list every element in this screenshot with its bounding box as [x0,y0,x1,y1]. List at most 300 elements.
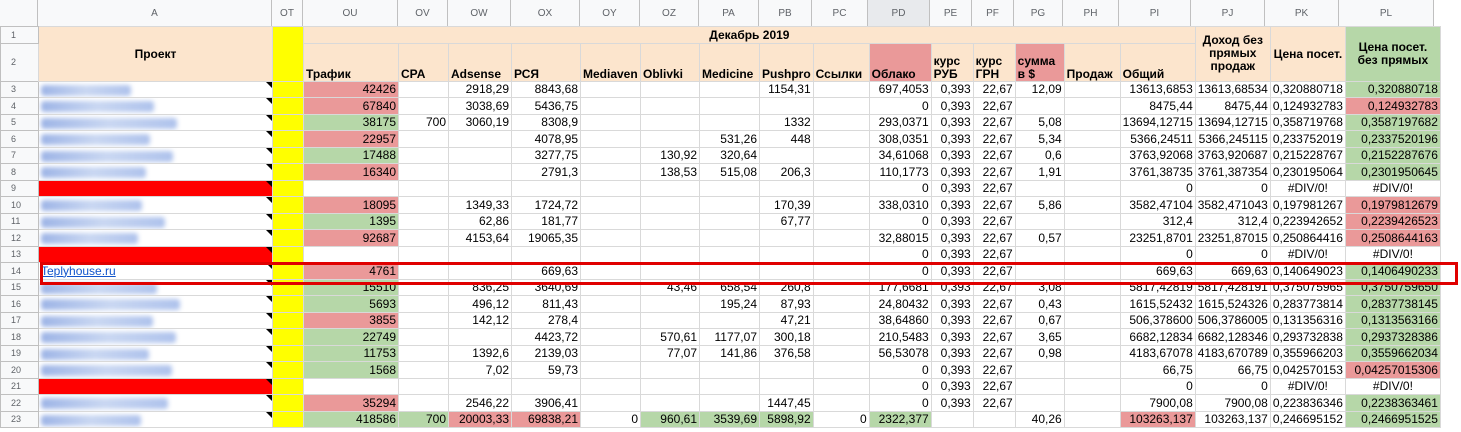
data-cell[interactable]: 6682,128346 [1195,329,1270,346]
data-cell[interactable] [1064,296,1120,313]
data-cell[interactable] [813,180,869,197]
cell[interactable] [273,230,304,247]
data-cell[interactable]: 278,4 [512,312,581,329]
subheader-4[interactable]: Mediaven [581,43,641,81]
data-cell[interactable] [1064,329,1120,346]
data-cell[interactable] [641,362,700,379]
data-cell[interactable]: 0,223836346 [1270,395,1345,412]
data-cell[interactable]: 103263,137 [1120,411,1195,428]
data-cell[interactable] [760,362,814,379]
data-cell[interactable]: 69838,21 [512,411,581,428]
data-cell[interactable]: 448 [760,131,814,148]
data-cell[interactable] [1064,263,1120,280]
data-cell[interactable]: 1,91 [1015,164,1064,181]
data-cell[interactable]: 23251,8701 [1120,230,1195,247]
data-cell[interactable]: 77,07 [641,345,700,362]
data-cell[interactable]: 3582,47104 [1120,197,1195,214]
data-cell[interactable]: 0,393 [931,230,973,247]
column-header-oy[interactable]: OY [580,0,640,26]
data-cell[interactable]: 0,2466951525 [1345,411,1440,428]
data-cell[interactable]: 0,2937328386 [1345,329,1440,346]
data-cell[interactable]: 23251,87015 [1195,230,1270,247]
project-cell[interactable] [39,296,273,313]
data-cell[interactable]: 103263,137 [1195,411,1270,428]
row-number[interactable]: 2 [1,43,39,81]
data-cell[interactable] [813,378,869,395]
data-cell[interactable] [641,81,700,98]
data-cell[interactable]: 3,65 [1015,329,1064,346]
data-cell[interactable] [581,98,641,115]
data-cell[interactable] [641,213,700,230]
cell[interactable] [273,378,304,395]
data-cell[interactable]: 570,61 [641,329,700,346]
data-cell[interactable]: 181,77 [512,213,581,230]
project-cell[interactable] [39,180,273,197]
data-cell[interactable]: 15510 [304,279,399,296]
data-cell[interactable]: 0 [869,378,931,395]
column-header-pe[interactable]: PE [930,0,972,26]
data-cell[interactable] [1015,98,1064,115]
data-cell[interactable]: 4761 [304,263,399,280]
data-cell[interactable]: 4183,670789 [1195,345,1270,362]
data-cell[interactable]: 0 [1195,378,1270,395]
data-cell[interactable]: 1154,31 [760,81,814,98]
data-cell[interactable] [641,230,700,247]
column-header-ow[interactable]: OW [448,0,511,26]
column-header-pl[interactable]: PL [1339,0,1434,26]
data-cell[interactable]: 700 [399,114,449,131]
cell[interactable] [273,147,304,164]
data-cell[interactable] [399,147,449,164]
data-cell[interactable]: 0 [869,213,931,230]
cell[interactable] [273,312,304,329]
data-cell[interactable] [449,246,512,263]
data-cell[interactable]: 0,393 [931,197,973,214]
data-cell[interactable]: 0,246695152 [1270,411,1345,428]
data-cell[interactable] [813,98,869,115]
data-cell[interactable]: 0,355966203 [1270,345,1345,362]
data-cell[interactable] [813,197,869,214]
data-cell[interactable] [581,362,641,379]
data-cell[interactable] [581,378,641,395]
data-cell[interactable]: 3539,69 [700,411,760,428]
data-cell[interactable] [581,164,641,181]
data-cell[interactable]: 0,04257015306 [1345,362,1440,379]
row-number[interactable]: 18 [1,329,39,346]
row-number[interactable]: 8 [1,164,39,181]
data-cell[interactable] [700,395,760,412]
data-cell[interactable]: 7900,08 [1120,395,1195,412]
data-cell[interactable]: 5436,75 [512,98,581,115]
data-cell[interactable] [399,395,449,412]
data-cell[interactable] [581,131,641,148]
data-cell[interactable] [700,378,760,395]
data-cell[interactable] [1064,395,1120,412]
data-cell[interactable]: 0,1313563166 [1345,312,1440,329]
subheader-6[interactable]: Medicine [700,43,760,81]
row-number[interactable]: 23 [1,411,39,428]
data-cell[interactable] [399,213,449,230]
data-cell[interactable] [1015,378,1064,395]
data-cell[interactable]: 1724,72 [512,197,581,214]
data-cell[interactable]: 1447,45 [760,395,814,412]
data-cell[interactable] [399,180,449,197]
data-cell[interactable] [1064,213,1120,230]
data-cell[interactable]: 0,393 [931,81,973,98]
data-cell[interactable]: 141,86 [700,345,760,362]
data-cell[interactable]: 0,1406490233 [1345,263,1440,280]
row-number[interactable]: 15 [1,279,39,296]
data-cell[interactable]: 22,67 [973,362,1015,379]
data-cell[interactable]: 22,67 [973,114,1015,131]
column-header-ou[interactable]: OU [303,0,398,26]
data-cell[interactable] [1064,312,1120,329]
data-cell[interactable]: 7,02 [449,362,512,379]
data-cell[interactable]: 658,54 [700,279,760,296]
data-cell[interactable] [399,345,449,362]
row-number[interactable]: 19 [1,345,39,362]
subheader-1[interactable]: CPA [399,43,449,81]
data-cell[interactable] [581,180,641,197]
data-cell[interactable]: #DIV/0! [1270,180,1345,197]
cell[interactable] [273,197,304,214]
data-cell[interactable]: 308,0351 [869,131,931,148]
data-cell[interactable] [1015,213,1064,230]
data-cell[interactable]: 0,2238363461 [1345,395,1440,412]
data-cell[interactable] [641,180,700,197]
data-cell[interactable]: 0 [1120,378,1195,395]
data-cell[interactable]: 0 [869,246,931,263]
cell[interactable] [273,81,304,98]
data-cell[interactable]: 0,393 [931,362,973,379]
row-number[interactable]: 14 [1,263,39,280]
data-cell[interactable] [813,147,869,164]
cell[interactable] [273,395,304,412]
data-cell[interactable] [581,246,641,263]
data-cell[interactable] [1064,345,1120,362]
data-cell[interactable]: 0,2301950645 [1345,164,1440,181]
data-cell[interactable] [1064,230,1120,247]
data-cell[interactable]: 0,283773814 [1270,296,1345,313]
data-cell[interactable]: 47,21 [760,312,814,329]
column-header-ph[interactable]: PH [1063,0,1119,26]
data-cell[interactable]: 5366,24511 [1120,131,1195,148]
data-cell[interactable] [399,131,449,148]
project-cell[interactable] [39,213,273,230]
row-number[interactable]: 3 [1,81,39,98]
data-cell[interactable]: 66,75 [1120,362,1195,379]
cell[interactable] [273,279,304,296]
data-cell[interactable]: 8843,68 [512,81,581,98]
data-cell[interactable] [973,411,1015,428]
data-cell[interactable]: 0,2508644163 [1345,230,1440,247]
cell[interactable] [273,213,304,230]
data-cell[interactable]: 293,0371 [869,114,931,131]
data-cell[interactable]: 40,26 [1015,411,1064,428]
data-cell[interactable]: 0,393 [931,114,973,131]
data-cell[interactable] [813,114,869,131]
data-cell[interactable] [1064,378,1120,395]
project-cell[interactable] [39,345,273,362]
select-all-corner[interactable] [0,0,38,26]
data-cell[interactable]: 0 [1120,246,1195,263]
data-cell[interactable]: 376,58 [760,345,814,362]
data-cell[interactable] [813,246,869,263]
data-cell[interactable] [1064,279,1120,296]
data-cell[interactable] [399,98,449,115]
project-cell[interactable] [39,395,273,412]
data-cell[interactable] [700,230,760,247]
data-cell[interactable]: 22,67 [973,378,1015,395]
data-cell[interactable]: 697,4053 [869,81,931,98]
data-cell[interactable] [581,230,641,247]
data-cell[interactable]: 0,131356316 [1270,312,1345,329]
data-cell[interactable] [399,246,449,263]
row-number[interactable]: 13 [1,246,39,263]
data-cell[interactable] [931,411,973,428]
data-cell[interactable]: 142,12 [449,312,512,329]
data-cell[interactable]: 0,393 [931,345,973,362]
data-cell[interactable]: 38175 [304,114,399,131]
data-cell[interactable] [813,329,869,346]
data-cell[interactable]: 22,67 [973,164,1015,181]
data-cell[interactable] [641,246,700,263]
data-cell[interactable] [700,213,760,230]
data-cell[interactable] [700,312,760,329]
data-cell[interactable]: 195,24 [700,296,760,313]
project-cell[interactable] [39,378,273,395]
data-cell[interactable] [1064,180,1120,197]
data-cell[interactable]: 0 [813,411,869,428]
price-no-direct-header[interactable]: Цена посет. без прямых [1345,27,1440,82]
data-cell[interactable]: 960,61 [641,411,700,428]
data-cell[interactable]: 0 [869,395,931,412]
row-number[interactable]: 4 [1,98,39,115]
column-header-ot[interactable]: OT [272,0,303,26]
data-cell[interactable] [641,114,700,131]
data-cell[interactable]: 0,197981267 [1270,197,1345,214]
data-cell[interactable] [399,362,449,379]
data-cell[interactable]: 24,80432 [869,296,931,313]
data-cell[interactable] [581,263,641,280]
data-cell[interactable] [641,395,700,412]
data-cell[interactable]: 811,43 [512,296,581,313]
data-cell[interactable] [399,279,449,296]
column-header-pa[interactable]: PA [699,0,759,26]
data-cell[interactable] [581,279,641,296]
project-cell[interactable] [39,131,273,148]
data-cell[interactable] [700,263,760,280]
data-cell[interactable] [700,81,760,98]
data-cell[interactable] [1064,197,1120,214]
column-header-pi[interactable]: PI [1119,0,1191,26]
data-cell[interactable]: 87,93 [760,296,814,313]
data-cell[interactable] [399,263,449,280]
column-header-ov[interactable]: OV [398,0,448,26]
data-cell[interactable]: 56,53078 [869,345,931,362]
data-cell[interactable]: 3855 [304,312,399,329]
data-cell[interactable]: 22,67 [973,197,1015,214]
data-cell[interactable]: 92687 [304,230,399,247]
data-cell[interactable]: 0 [869,180,931,197]
project-cell[interactable] [39,164,273,181]
data-cell[interactable]: 0,67 [1015,312,1064,329]
data-cell[interactable]: 0,2239426523 [1345,213,1440,230]
cell[interactable] [273,180,304,197]
cell[interactable] [273,114,304,131]
data-cell[interactable]: 17488 [304,147,399,164]
data-cell[interactable] [813,312,869,329]
data-cell[interactable] [760,180,814,197]
data-cell[interactable]: 3582,471043 [1195,197,1270,214]
data-cell[interactable]: 59,73 [512,362,581,379]
data-cell[interactable] [399,230,449,247]
data-cell[interactable]: 206,3 [760,164,814,181]
subheader-0[interactable]: Трафик [304,43,399,81]
month-header[interactable]: Декабрь 2019 [304,27,1196,44]
data-cell[interactable] [1015,395,1064,412]
data-cell[interactable]: 3,08 [1015,279,1064,296]
data-cell[interactable]: 0,43 [1015,296,1064,313]
data-cell[interactable] [449,263,512,280]
data-cell[interactable] [813,296,869,313]
data-cell[interactable] [813,279,869,296]
data-cell[interactable] [700,98,760,115]
data-cell[interactable]: 2139,03 [512,345,581,362]
data-cell[interactable] [641,131,700,148]
data-cell[interactable] [641,296,700,313]
data-cell[interactable] [1064,147,1120,164]
data-cell[interactable]: 12,09 [1015,81,1064,98]
data-cell[interactable]: 22,67 [973,263,1015,280]
data-cell[interactable]: 67840 [304,98,399,115]
data-cell[interactable]: #DIV/0! [1345,246,1440,263]
subheader-3[interactable]: РСЯ [512,43,581,81]
data-cell[interactable]: 0,393 [931,395,973,412]
data-cell[interactable]: 4183,67078 [1120,345,1195,362]
subheader-2[interactable]: Adsense [449,43,512,81]
data-cell[interactable]: 3640,69 [512,279,581,296]
data-cell[interactable] [581,312,641,329]
data-cell[interactable]: 5,08 [1015,114,1064,131]
project-cell[interactable] [39,230,273,247]
data-cell[interactable]: 300,18 [760,329,814,346]
data-cell[interactable]: 138,53 [641,164,700,181]
cell[interactable] [273,131,304,148]
column-header-pd[interactable]: PD [868,0,930,26]
data-cell[interactable]: 5,86 [1015,197,1064,214]
data-cell[interactable]: 0,393 [931,131,973,148]
data-cell[interactable]: 13694,12715 [1195,114,1270,131]
data-cell[interactable]: 22,67 [973,81,1015,98]
data-cell[interactable]: #DIV/0! [1345,180,1440,197]
data-cell[interactable]: 0,393 [931,263,973,280]
data-cell[interactable]: 13694,12715 [1120,114,1195,131]
data-cell[interactable]: 0,393 [931,213,973,230]
data-cell[interactable]: 669,63 [1195,263,1270,280]
data-cell[interactable] [1064,131,1120,148]
data-cell[interactable] [1064,164,1120,181]
data-cell[interactable]: 18095 [304,197,399,214]
data-cell[interactable]: 0,393 [931,312,973,329]
data-cell[interactable]: 0,140649023 [1270,263,1345,280]
data-cell[interactable] [399,312,449,329]
data-cell[interactable] [449,378,512,395]
data-cell[interactable]: 0,250864416 [1270,230,1345,247]
data-cell[interactable]: 22,67 [973,345,1015,362]
data-cell[interactable] [760,263,814,280]
data-cell[interactable] [700,180,760,197]
data-cell[interactable] [449,164,512,181]
data-cell[interactable]: 22957 [304,131,399,148]
price-header[interactable]: Цена посет. [1270,27,1345,82]
data-cell[interactable] [1064,114,1120,131]
data-cell[interactable]: 3761,387354 [1195,164,1270,181]
cell[interactable] [273,27,304,82]
data-cell[interactable]: 5366,245115 [1195,131,1270,148]
row-number[interactable]: 6 [1,131,39,148]
data-cell[interactable]: 67,77 [760,213,814,230]
data-cell[interactable] [641,98,700,115]
data-cell[interactable] [813,81,869,98]
project-cell[interactable] [39,329,273,346]
project-cell[interactable] [39,147,273,164]
data-cell[interactable]: 4153,64 [449,230,512,247]
data-cell[interactable] [1064,411,1120,428]
data-cell[interactable]: 22,67 [973,230,1015,247]
data-cell[interactable]: 32,88015 [869,230,931,247]
data-cell[interactable] [1064,81,1120,98]
data-cell[interactable]: 0 [869,263,931,280]
data-cell[interactable]: 0,320880718 [1345,81,1440,98]
data-cell[interactable]: 3763,92068 [1120,147,1195,164]
data-cell[interactable] [813,395,869,412]
data-cell[interactable]: 0,042570153 [1270,362,1345,379]
data-cell[interactable]: 0,393 [931,279,973,296]
data-cell[interactable]: 2546,22 [449,395,512,412]
data-cell[interactable]: 0,3559662034 [1345,345,1440,362]
data-cell[interactable] [581,81,641,98]
data-cell[interactable]: 3906,41 [512,395,581,412]
data-cell[interactable]: #DIV/0! [1270,246,1345,263]
data-cell[interactable] [581,345,641,362]
project-cell[interactable] [39,362,273,379]
data-cell[interactable]: 22,67 [973,279,1015,296]
data-cell[interactable] [304,378,399,395]
data-cell[interactable]: 0,223942652 [1270,213,1345,230]
data-cell[interactable] [1015,246,1064,263]
data-cell[interactable] [813,263,869,280]
row-number[interactable]: 1 [1,27,39,44]
data-cell[interactable]: 3038,69 [449,98,512,115]
data-cell[interactable]: 0,2837738145 [1345,296,1440,313]
data-cell[interactable]: 0,358719768 [1270,114,1345,131]
column-header-pc[interactable]: PC [812,0,868,26]
data-cell[interactable]: 669,63 [512,263,581,280]
data-cell[interactable] [760,378,814,395]
column-header-pb[interactable]: PB [759,0,812,26]
project-cell[interactable] [39,197,273,214]
data-cell[interactable]: 506,3786005 [1195,312,1270,329]
data-cell[interactable] [813,230,869,247]
cell[interactable] [273,362,304,379]
data-cell[interactable] [760,98,814,115]
data-cell[interactable] [1015,263,1064,280]
data-cell[interactable]: 22,67 [973,213,1015,230]
data-cell[interactable]: 11753 [304,345,399,362]
data-cell[interactable] [813,131,869,148]
data-cell[interactable]: 700 [399,411,449,428]
